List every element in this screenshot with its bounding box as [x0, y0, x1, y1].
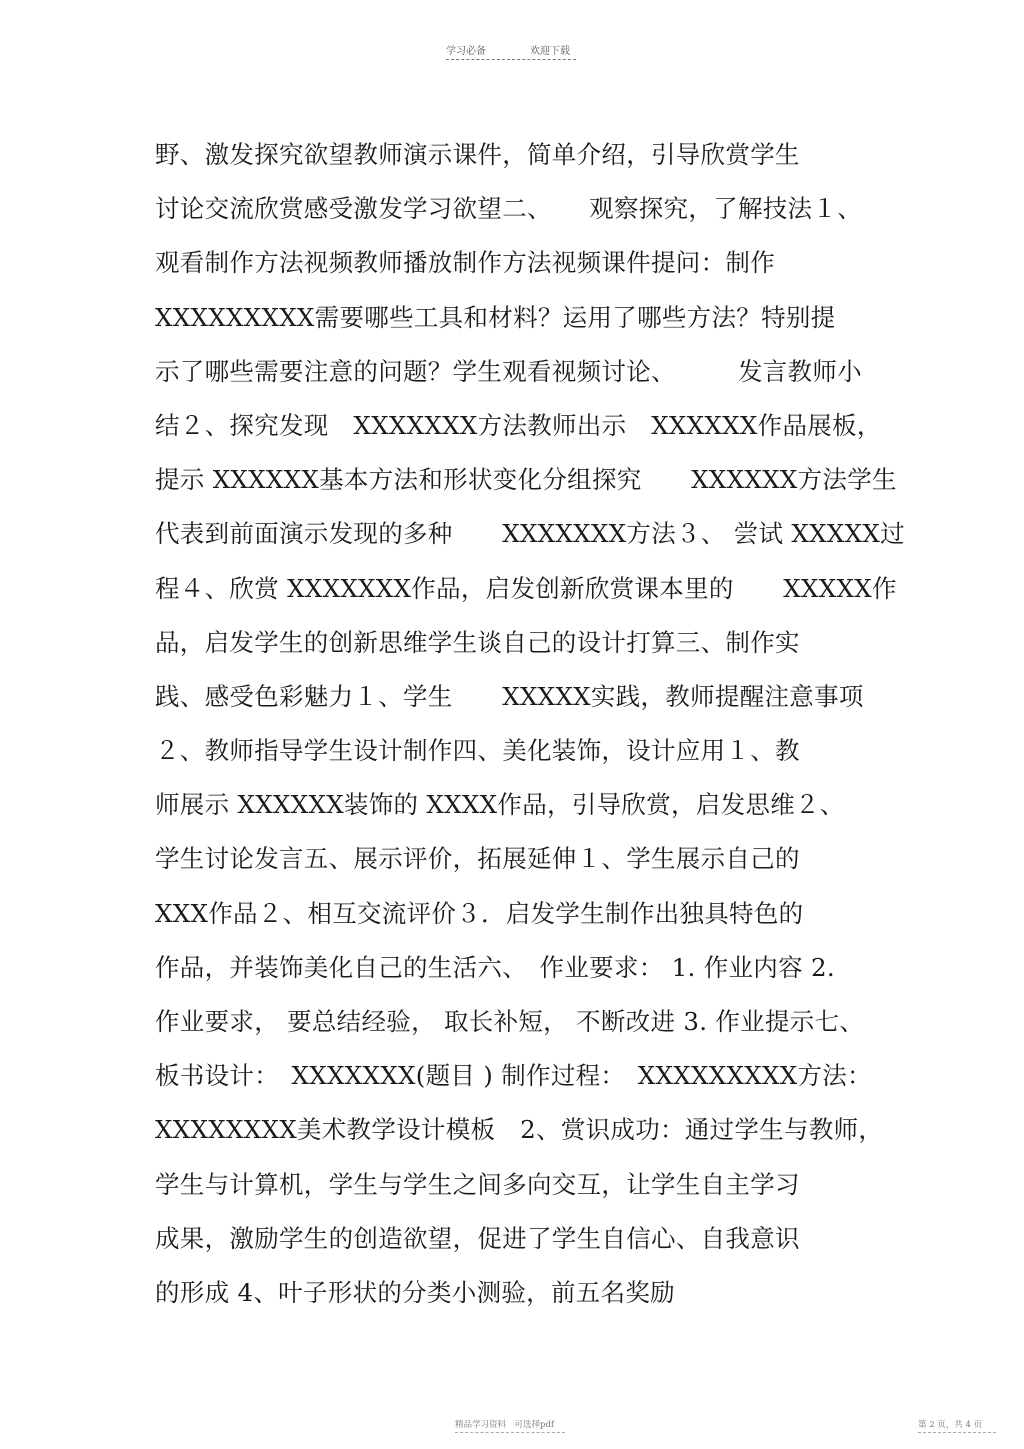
body-line: XXXXXXXX美术教学设计模板 2、赏识成功：通过学生与教师，	[155, 1115, 884, 1145]
body-line: 师展示 XXXXXX装饰的 XXXX作品，引导欣赏，启发思维２、	[155, 790, 845, 820]
header-right-text: 欢迎下载	[530, 46, 570, 57]
body-line: 的形成 4、叶子形状的分类小测验，前五名奖励	[155, 1277, 675, 1307]
body-line: 观看制作方法视频教师播放制作方法视频课件提问：制作	[155, 248, 775, 278]
body-line: XXXXXXXXX需要哪些工具和材料？运用了哪些方法？特别提	[155, 302, 836, 332]
footer-left-text: 精品学习资料 可选择pdf	[455, 1420, 555, 1430]
body-line: 作品，并装饰美化自己的生活六、 作业要求： 1. 作业内容 2.	[155, 952, 835, 982]
footer-left-divider	[455, 1432, 565, 1433]
footer-right-divider	[918, 1432, 996, 1433]
body-line: 结２、探究发现 XXXXXXX方法教师出示 XXXXXX作品展板，	[155, 410, 882, 440]
body-line: ２、教师指导学生设计制作四、美化装饰，设计应用１、教	[155, 736, 800, 766]
body-line: 程４、欣赏 XXXXXXX作品，启发创新欣赏课本里的 XXXXX作	[155, 573, 897, 603]
body-line: 示了哪些需要注意的问题？学生观看视频讨论、 发言教师小	[155, 356, 862, 386]
body-line: XXX作品２、相互交流评价３．启发学生制作出独具特色的	[155, 898, 804, 928]
body-line: 成果，激励学生的创造欲望，促进了学生自信心、自我意识	[155, 1223, 800, 1253]
header-left-text: 学习必备	[446, 46, 486, 57]
body-line: 讨论交流欣赏感受激发学习欲望二、 观察探究，了解技法１、	[155, 194, 862, 224]
body-line: 作业要求， 要总结经验， 取长补短， 不断改进 3. 作业提示七、	[155, 1007, 865, 1036]
body-line: 野、激发探究欲望教师演示课件，简单介绍，引导欣赏学生	[155, 140, 800, 169]
body-line: 板书设计： XXXXXXX(题目 ) 制作过程： XXXXXXXXX方法：	[155, 1061, 872, 1091]
body-line: 代表到前面演示发现的多种 XXXXXXX方法３、 尝试 XXXXX过	[155, 519, 905, 549]
page-header	[446, 42, 580, 62]
body-line: 践、感受色彩魅力１、学生 XXXXX实践，教师提醒注意事项	[155, 681, 864, 711]
body-line: 提示 XXXXXX基本方法和形状变化分组探究 XXXXXX方法学生	[155, 465, 897, 495]
body-line: 学生与计算机，学生与学生之间多向交互，让学生自主学习	[155, 1169, 800, 1199]
header-divider	[446, 59, 576, 60]
page-footer	[0, 1418, 1024, 1442]
document-body	[155, 128, 905, 1320]
body-line: 学生讨论发言五、展示评价，拓展延伸１、学生展示自己的	[155, 844, 800, 874]
page-number: 第 2 页，共 4 页	[918, 1420, 983, 1430]
body-line: 品，启发学生的创新思维学生谈自己的设计打算三、制作实	[155, 627, 800, 657]
